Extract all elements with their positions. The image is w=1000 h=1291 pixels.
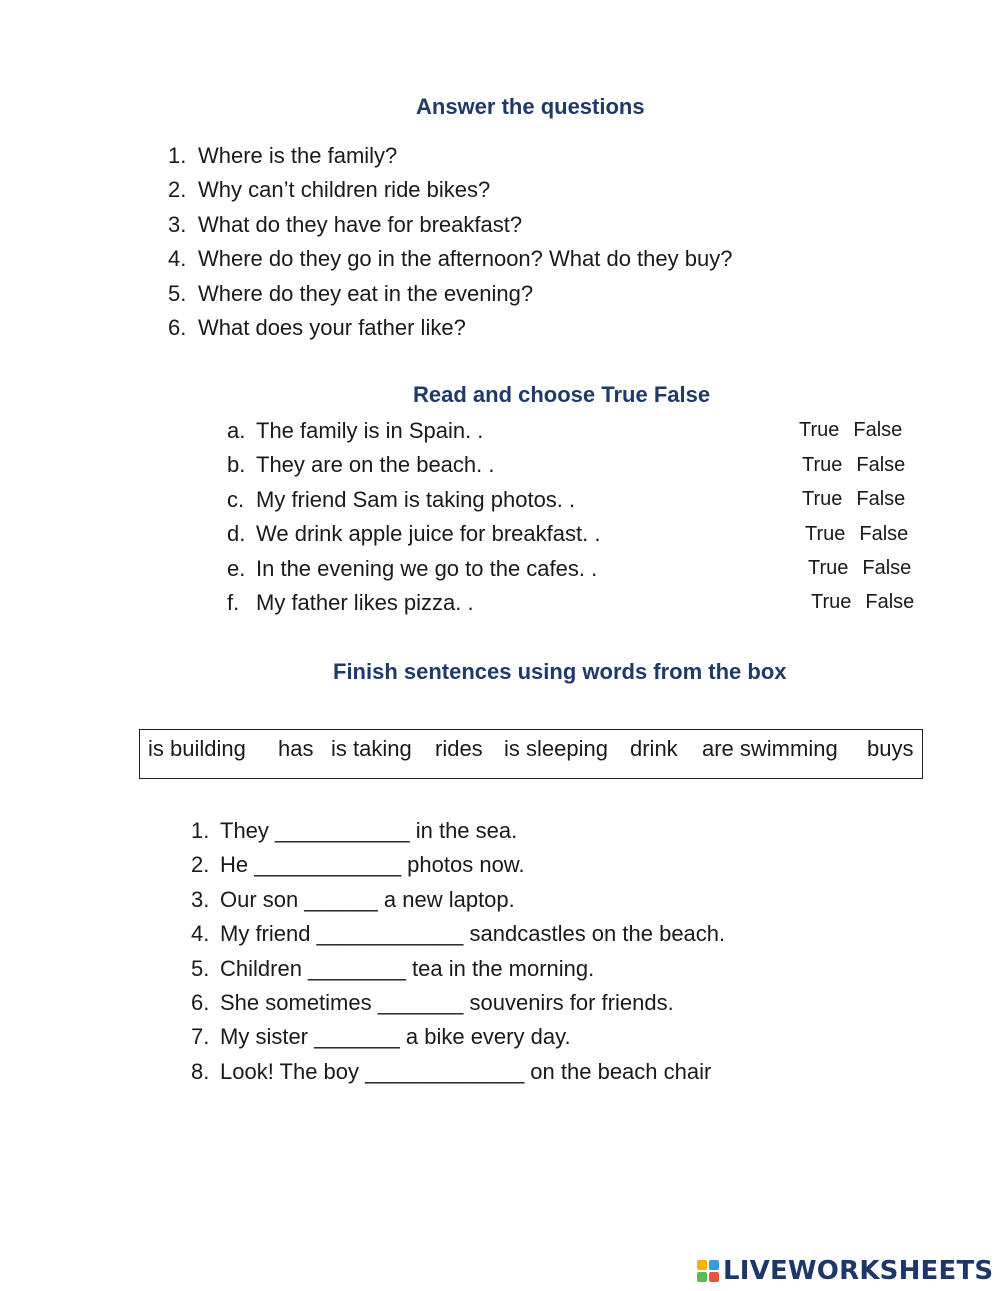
liveworksheets-logo-icon: [697, 1260, 719, 1282]
item-number: 3.: [168, 211, 187, 237]
item-letter: c.: [227, 486, 245, 512]
logo-text: LIVEWORKSHEETS: [723, 1256, 994, 1286]
item-number: 5.: [191, 955, 210, 981]
word-option: drink: [630, 736, 678, 761]
true-false-choice[interactable]: [802, 454, 905, 477]
sentence-text: Our son ______ a new laptop.: [220, 886, 515, 912]
true-false-choice[interactable]: [802, 488, 905, 511]
true-option[interactable]: True: [808, 557, 849, 579]
word-option: is sleeping: [504, 736, 608, 761]
question-text: Where is the family?: [198, 143, 398, 168]
item-number: 5.: [168, 280, 187, 306]
word-box: [139, 729, 923, 779]
true-false-choice[interactable]: [808, 557, 911, 580]
item-letter: a.: [227, 418, 246, 443]
statement-text: We drink apple juice for breakfast. .: [256, 521, 601, 547]
sentence-text: Look! The boy _____________ on the beach chair: [220, 1058, 712, 1084]
false-option[interactable]: False: [862, 557, 912, 579]
false-option[interactable]: False: [853, 419, 903, 441]
sentence-text: My friend ____________ sandcastles on the beach.: [220, 921, 726, 947]
item-letter: f.: [227, 589, 240, 615]
statement-text: In the evening we go to the cafes. .: [256, 555, 598, 581]
question-text: Where do they eat in the evening?: [198, 280, 534, 306]
word-option: rides: [435, 736, 483, 761]
word-option: is building: [148, 736, 246, 761]
true-false-choice[interactable]: [805, 523, 908, 546]
sentence-text: He ____________ photos now.: [220, 852, 525, 878]
logo-square-icon: [709, 1272, 719, 1282]
statement-text: My friend Sam is taking photos. .: [256, 486, 576, 512]
sentence-text: Children ________ tea in the morning.: [220, 955, 595, 981]
true-false-choice[interactable]: [799, 419, 902, 442]
liveworksheets-logo: [697, 1255, 993, 1287]
logo-square-icon: [709, 1260, 719, 1270]
true-option[interactable]: True: [799, 419, 840, 441]
logo-square-icon: [697, 1272, 707, 1282]
word-option: buys: [867, 736, 914, 761]
sentence-text: They ___________ in the sea.: [220, 818, 518, 843]
item-number: 6.: [168, 314, 187, 340]
statement-text: My father likes pizza. .: [256, 589, 474, 615]
false-option[interactable]: False: [859, 523, 909, 545]
true-option[interactable]: True: [811, 591, 852, 613]
true-false-choice[interactable]: [811, 591, 914, 614]
question-text: Why can’t children ride bikes?: [198, 177, 491, 203]
item-number: 3.: [191, 886, 210, 912]
section2-title: Read and choose True False: [413, 382, 711, 407]
item-number: 1.: [168, 143, 187, 168]
false-option[interactable]: False: [856, 488, 906, 510]
word-option: has: [278, 736, 314, 761]
item-number: 4.: [191, 921, 210, 947]
false-option[interactable]: False: [865, 591, 915, 613]
question-text: Where do they go in the afternoon? What do they buy?: [198, 246, 733, 272]
logo-square-icon: [697, 1260, 707, 1270]
question-text: What does your father like?: [198, 314, 466, 340]
false-option[interactable]: False: [856, 454, 906, 476]
item-number: 6.: [191, 989, 210, 1015]
question-text: What do they have for breakfast?: [198, 211, 523, 237]
section1-title: Answer the questions: [416, 94, 645, 119]
word-option: is taking: [331, 736, 412, 761]
item-number: 4.: [168, 246, 187, 272]
sentence-text: She sometimes _______ souvenirs for friends.: [220, 989, 674, 1015]
item-number: 2.: [168, 177, 187, 203]
item-number: 1.: [191, 818, 210, 843]
item-letter: e.: [227, 555, 246, 581]
true-option[interactable]: True: [802, 454, 843, 476]
section3-title: Finish sentences using words from the box: [333, 659, 787, 684]
item-number: 8.: [191, 1058, 210, 1084]
true-option[interactable]: True: [802, 488, 843, 510]
statement-text: The family is in Spain. .: [256, 418, 484, 443]
statement-text: They are on the beach. .: [256, 452, 495, 478]
item-letter: b.: [227, 452, 246, 478]
sentence-text: My sister _______ a bike every day.: [220, 1024, 571, 1050]
true-option[interactable]: True: [805, 523, 846, 545]
item-letter: d.: [227, 521, 246, 547]
word-option: are swimming: [702, 736, 838, 761]
item-number: 2.: [191, 852, 210, 878]
item-number: 7.: [191, 1024, 210, 1050]
